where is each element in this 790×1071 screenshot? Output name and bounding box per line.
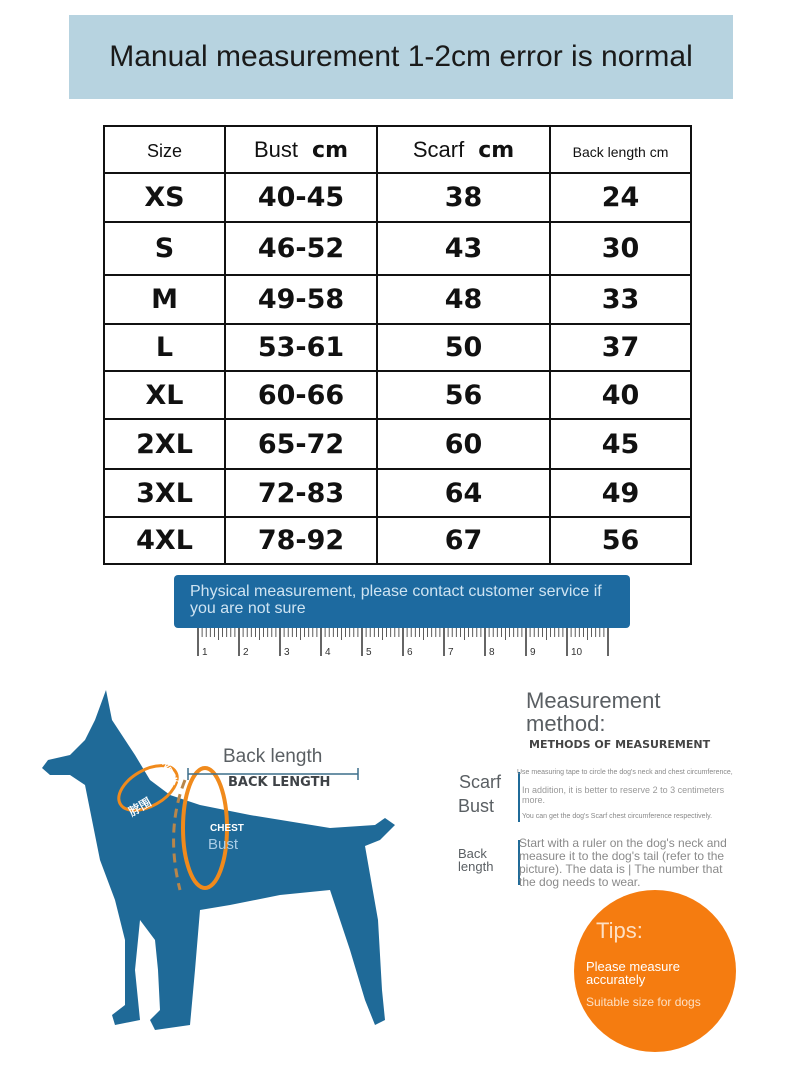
size-cell: XL [104, 371, 225, 419]
back-length-cell: 33 [550, 275, 691, 324]
tips-line-2: Suitable size for dogs [586, 995, 701, 1009]
scarf-cell: 43 [377, 222, 550, 275]
ruler-label: 6 [407, 647, 413, 658]
table-row [104, 371, 691, 419]
ruler-label: 2 [243, 647, 249, 658]
tips-title: Tips: [596, 918, 643, 943]
scarf-cell: 48 [377, 275, 550, 324]
back-length-cell: 24 [550, 173, 691, 222]
table-row [104, 517, 691, 564]
method-line-3: You can get the dog's Scarf chest circumference respectively. [522, 813, 713, 820]
table-row [104, 324, 691, 371]
ruler-label: 1 [202, 647, 208, 658]
size-cell: 2XL [104, 419, 225, 469]
table-row [104, 275, 691, 324]
bust-cell: 72-83 [225, 469, 377, 517]
size-table [103, 125, 692, 565]
bust-cell: 53-61 [225, 324, 377, 371]
size-cell: 4XL [104, 517, 225, 564]
table-row [104, 173, 691, 222]
contact-notice: Physical measurement, please contact customer service if you are not sure [174, 575, 630, 628]
tips-badge [574, 890, 736, 1052]
method-title: Measurement method: [526, 688, 661, 736]
back-length-cell: 30 [550, 222, 691, 275]
scarf-cell: 67 [377, 517, 550, 564]
header-back-length: Back length cm [550, 126, 691, 173]
size-cell: XS [104, 173, 225, 222]
back-length-cell: 56 [550, 517, 691, 564]
ruler-label: 5 [366, 647, 372, 658]
neck-label: NECK [160, 759, 182, 787]
ruler-label: 7 [448, 647, 454, 658]
header-bust: Bust cm [225, 126, 377, 173]
error-banner: Manual measurement 1-2cm error is normal [69, 15, 733, 99]
back-length-cell: 37 [550, 324, 691, 371]
size-cell: M [104, 275, 225, 324]
dog-silhouette-icon [0, 680, 440, 1060]
scarf-cell: 56 [377, 371, 550, 419]
back-length-cell: 40 [550, 371, 691, 419]
ruler-label: 3 [284, 647, 290, 658]
size-cell: 3XL [104, 469, 225, 517]
table-row [104, 419, 691, 469]
size-cell: S [104, 222, 225, 275]
size-cell: L [104, 324, 225, 371]
method-line-1: Use measuring tape to circle the dog's neck and chest circumference, [517, 769, 733, 776]
method-line-2: In addition, it is better to reserve 2 to 3 centimeters more. [522, 785, 725, 805]
header-scarf: Scarf cm [377, 126, 550, 173]
scarf-cell: 50 [377, 324, 550, 371]
back-length-label: Back length [223, 746, 323, 767]
bust-method-label: Bust [458, 796, 495, 816]
bust-cell: 65-72 [225, 419, 377, 469]
table-row [104, 222, 691, 275]
bust-cell: 60-66 [225, 371, 377, 419]
scarf-cell: 38 [377, 173, 550, 222]
table-header [104, 126, 691, 173]
method-subtitle: METHODS OF MEASUREMENT [529, 738, 711, 751]
chest-label: CHEST [210, 823, 244, 834]
ruler-label: 8 [489, 647, 495, 658]
bust-label: Bust [208, 836, 239, 853]
bust-cell: 40-45 [225, 173, 377, 222]
back-method-label: Back length [458, 846, 494, 874]
bust-cell: 46-52 [225, 222, 377, 275]
bust-cell: 49-58 [225, 275, 377, 324]
ruler-label: 10 [571, 647, 583, 658]
scarf-cell: 60 [377, 419, 550, 469]
back-length-cell: 49 [550, 469, 691, 517]
scarf-label: Scarf [459, 772, 502, 792]
ruler-label: 9 [530, 647, 536, 658]
back-method-text: Start with a ruler on the dog's neck and measure it to the dog's tail (refer to the picture). The data is | The number that the dog needs to wear. [519, 836, 727, 889]
back-length-cell: 45 [550, 419, 691, 469]
bust-cell: 78-92 [225, 517, 377, 564]
neck-cn-label: 脖围 [126, 794, 154, 820]
tips-line-1: Please measure accurately [586, 959, 680, 987]
table-row [104, 469, 691, 517]
ruler-label: 4 [325, 647, 331, 658]
back-length-caps-label: BACK LENGTH [228, 775, 331, 790]
ruler [190, 628, 630, 660]
scarf-cell: 64 [377, 469, 550, 517]
header-size: Size [104, 126, 225, 173]
